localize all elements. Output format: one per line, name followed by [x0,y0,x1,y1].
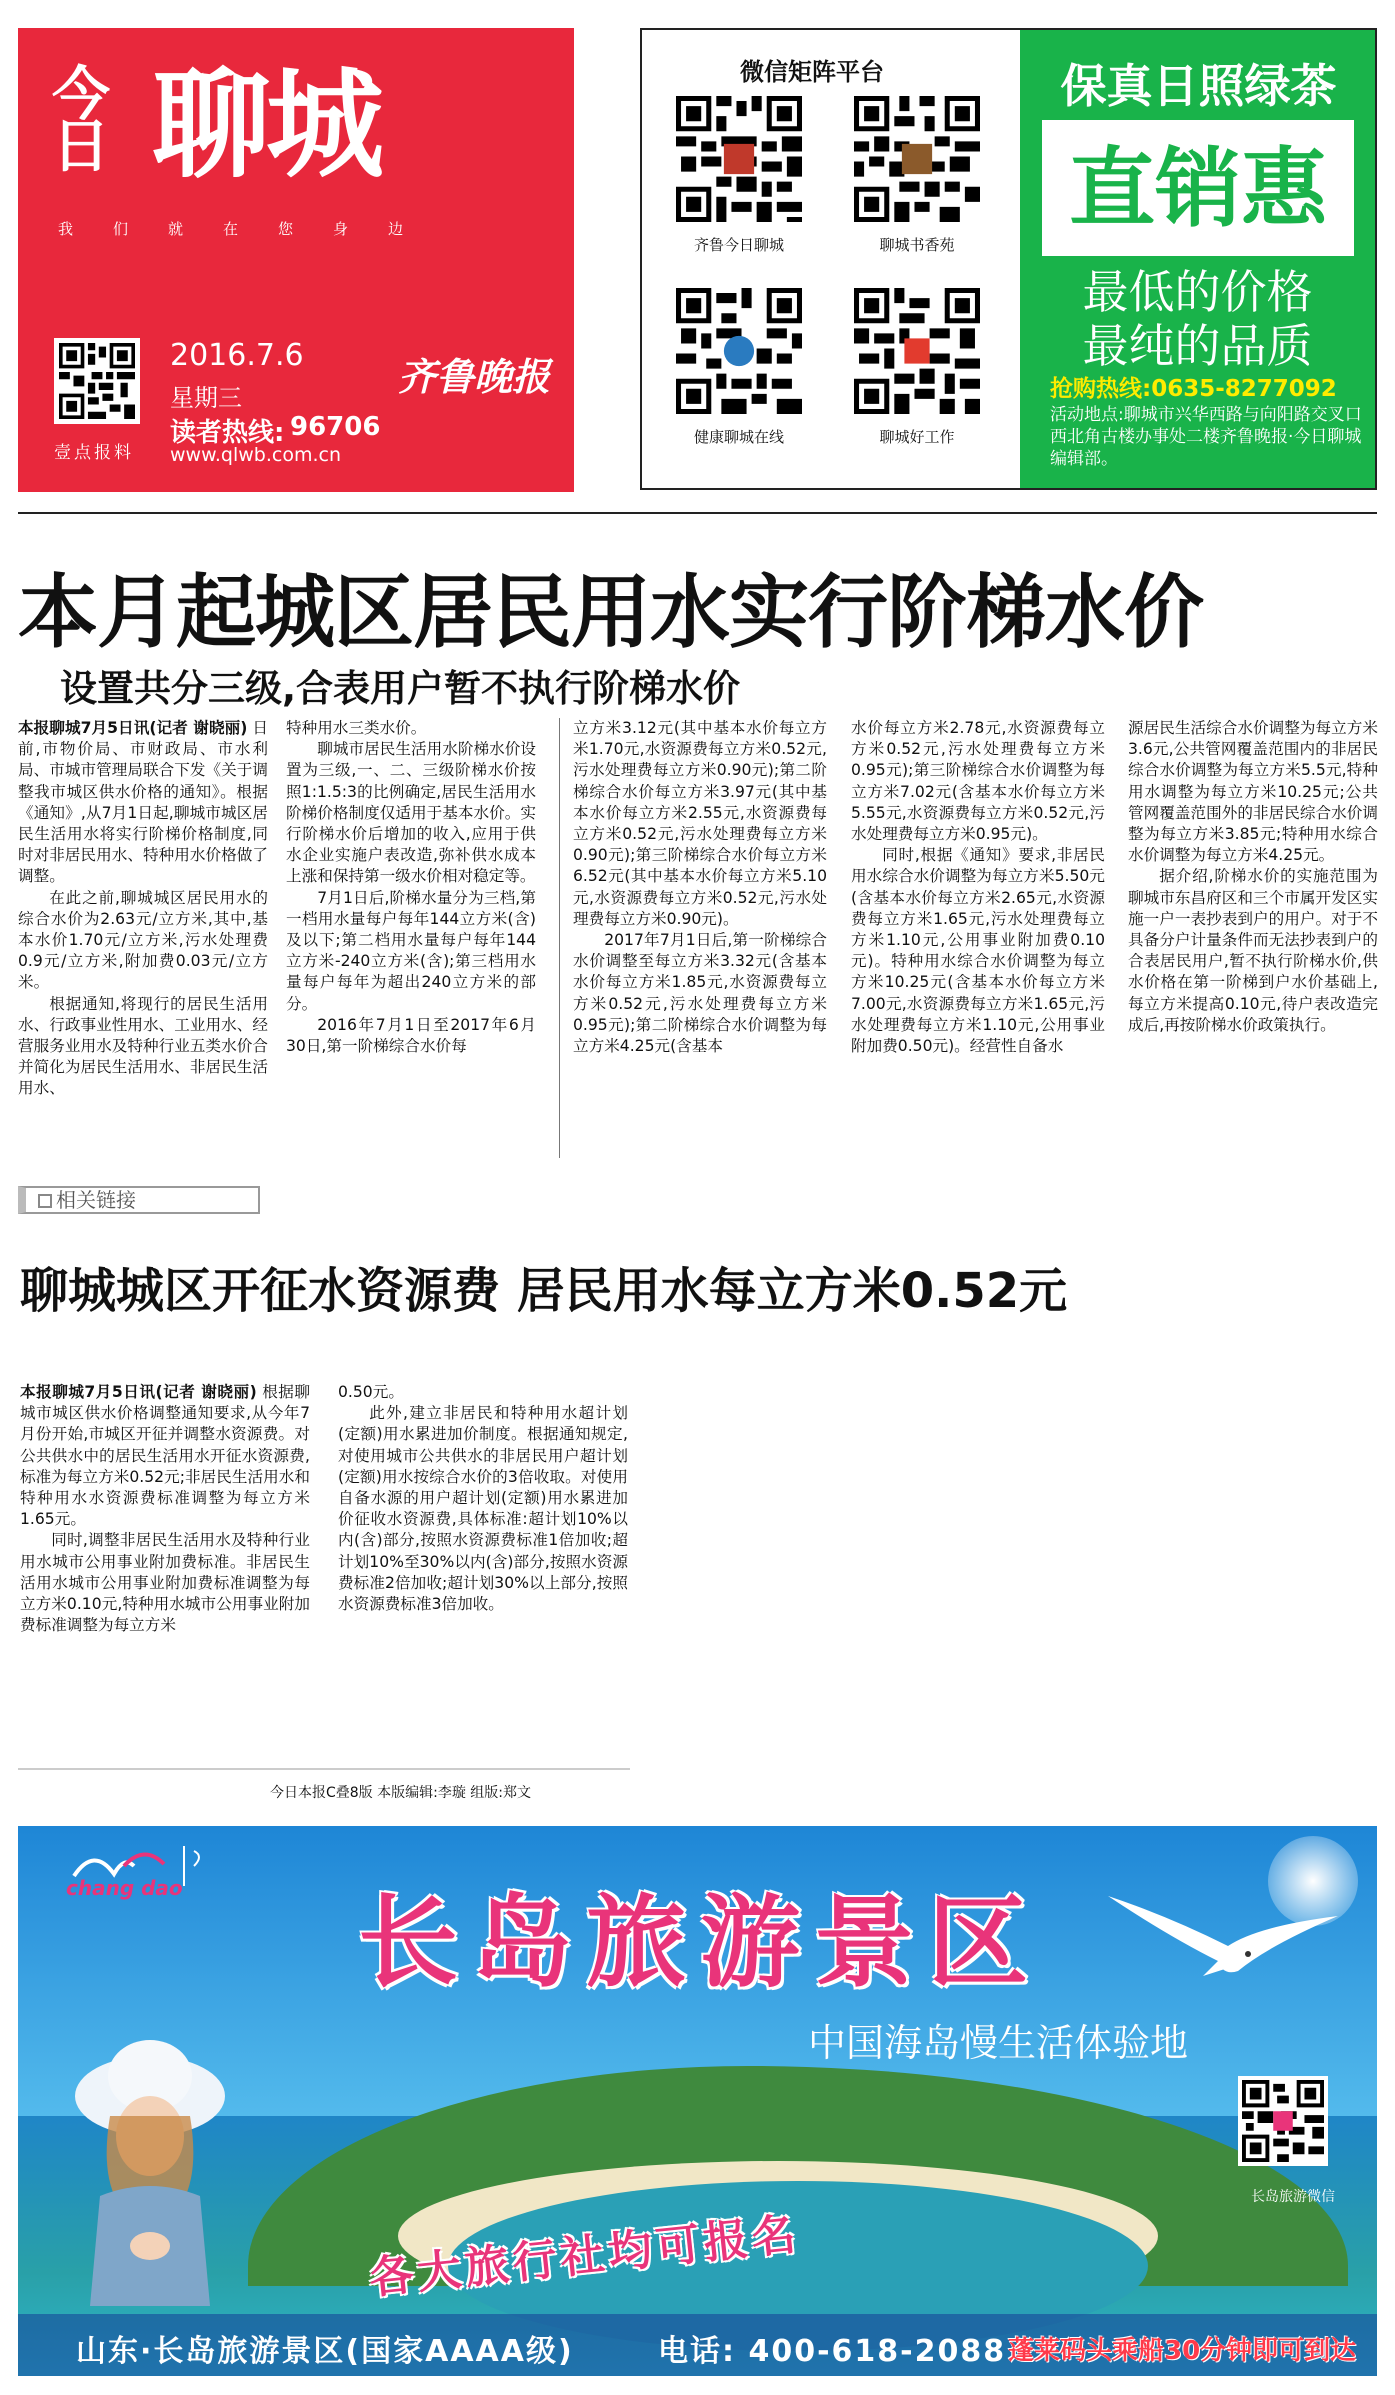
masthead-qr-code [54,338,140,424]
editor-credits: 今日本报C叠8版 本版编辑:李璇 组版:郑文 [270,1785,532,1801]
girl-with-hat-icon [70,2036,230,2306]
wechat-account-label: 聊城书香苑 [879,236,955,254]
website-link[interactable]: www.qlwb.com.cn [170,444,341,466]
seagull-icon [1108,1876,1338,2016]
paragraph: 0.50元。 [338,1383,404,1401]
masthead-slogan: 我们就在您身边 [58,220,444,238]
paragraph: 本报聊城7月5日讯(记者 谢晓丽) 根据聊城市城区供水价格调整通知要求,从今年7月份开始,市城区开征并调整水资源费。对公共供水中的居民生活用水开征水资源费,标准为每立方米0.52元;非居民生活用水和特种用水水资源费标准调整为每立方米1.65元。 [20,1383,310,1529]
qr-code-icon [676,288,802,414]
qr-code-icon [676,96,802,222]
changdao-phone: 电话: 400-618-2088 [658,2334,1007,2369]
dateline: 本报聊城7月5日讯(记者 谢晓丽) [20,1383,257,1401]
document-icon [38,1194,52,1208]
tea-ad-direct-sale: 直销惠 [1069,139,1327,239]
paragraph: 据介绍,阶梯水价的实施范围为聊城市东昌府区和三个市属开发区实施一户一表抄表到户的用户。对于不具备分户计量条件而无法抄表到户的合表居民用户,暂不执行阶梯水价,供水价格在第一阶梯到户水价基础上,每立方米提高0.10元,待户表改造完成后,再按阶梯水价政策执行。 [1128,867,1378,1034]
footer-divider [18,1768,630,1770]
dateline: 本报聊城7月5日讯(记者 谢晓丽) [18,719,248,737]
wechat-title: 微信矩阵平台 [740,58,884,86]
changdao-title: 长岛旅游景区 [358,1883,1042,2001]
tea-ad-address: 活动地点:聊城市兴华西路与向阳路交叉口西北角古楼办事处二楼齐鲁晚报·今日聊城编辑部。 [1050,405,1362,469]
hotline-number: 96706 [290,412,381,442]
paragraph: 同时,根据《通知》要求,非居民用水综合水价调整为每立方米5.50元(含基本水价每立方米2.65元,水资源费每立方米1.65元,污水处理费每立方米1.10元,公用事业附加费0.10元)。特种用水综合水价调整为每立方米10.25元(含基本水价每立方米7.00元,水资源费每立方米1.65元,污水处理费每立方米1.10元,公用事业附加费0.50元)。经营性自备水 [851,846,1105,1056]
related-links-tag[interactable] [18,1186,260,1214]
paragraph: 本报聊城7月5日讯(记者 谢晓丽) 日前,市物价局、市财政局、市水利局、市城市管理局联合下发《关于调整我市城区供水价格的通知》。根据《通知》,从7月1日起,聊城市城区居民生活用水将实行阶梯价格制度,同时对非居民用水、特种用水价格做了调整。 [18,719,268,886]
paragraph: 聊城市居民生活用水阶梯水价设置为三级,一、二、三级阶梯水价按照1:1.5:3的比例确定,居民生活用水阶梯价格制度仅适用于基本水价。实行阶梯水价后增加的收入,应用于供水企业实施户表改造,弥补供水成本上涨和保持第一级水价相对稳定等。 [286,740,536,886]
brand-qlwb: 齐鲁晚报 [398,354,551,399]
wechat-account-2[interactable] [842,96,992,255]
paragraph: 2017年7月1日后,第一阶梯综合水价调整至每立方米3.32元(含基本水价每立方米1.85元,水资源费每立方米0.52元,污水处理费每立方米0.95元);第二阶梯综合水价调整为每立方米4.25元(含基本 [573,931,827,1056]
masthead-qr-label: 壹点报料 [54,443,134,463]
tea-ad-hotline: 抢购热线:0635-8277092 [1050,376,1337,402]
changdao-qr-code[interactable] [1238,2076,1328,2166]
article-column-4 [851,718,1105,1057]
changdao-footer-text: 山东·长岛旅游景区(国家AAAA级) [76,2334,574,2369]
paragraph: 根据通知,将现行的居民生活用水、行政事业性用水、工业用水、经营服务业用水及特种行业五类水价合并简化为居民生活用水、非居民生活用水、 [18,994,268,1098]
related-column-2 [338,1382,628,1615]
changdao-ferry-info: 蓬莱码头乘船30分钟即可到达 [1008,2336,1357,2366]
tea-ad-highlight-box [1042,120,1354,256]
article-column-3 [573,718,827,1057]
masthead [18,28,574,492]
wechat-account-3[interactable] [664,288,814,447]
wechat-panel [640,28,1020,490]
issue-weekday: 星期三 [170,384,242,412]
paragraph: 在此之前,聊城城区居民用水的综合水价为2.63元/立方米,其中,基本水价1.70元/立方米,污水处理费0.9元/立方米,附加费0.03元/立方米。 [18,888,268,992]
changdao-qr-label: 长岛旅游微信 [1251,2189,1335,2205]
changdao-agencies: 各大旅行社均可报名 [366,2208,802,2305]
subheadline: 设置共分三级,合表用户暂不执行阶梯水价 [60,667,741,710]
paragraph: 源居民生活综合水价调整为每立方米3.6元,公共管网覆盖范围内的非居民综合水价调整为每立方米5.5元,特种用水调整为每立方米10.25元;公共管网覆盖范围外的非居民综合水价调整为每立方米3.85元;特种用水综合水价调整为每立方米4.25元。 [1128,719,1378,865]
article-column-1 [18,718,268,1100]
paragraph: 同时,调整非居民生活用水及特种行业用水城市公用事业附加费标准。非居民生活用水城市公用事业附加费标准调整为每立方米0.10元,特种用水城市公用事业附加费标准调整为每立方米 [20,1531,310,1635]
paragraph: 水价每立方米2.78元,水资源费每立方米0.52元,污水处理费每立方米0.95元);第三阶梯综合水价调整为每立方米7.02元(含基本水价每立方米5.55元,水资源费每立方米0.52元,污水处理费每立方米0.95元)。 [851,719,1105,844]
logo-jin: 今日 [52,60,111,180]
wechat-account-label: 健康聊城在线 [693,428,784,446]
logo-liaocheng: 聊城 [152,56,381,194]
wechat-account-4[interactable] [842,288,992,447]
paragraph: 2016年7月1日至2017年6月30日,第一阶梯综合水价每 [286,1015,536,1056]
wechat-account-label: 聊城好工作 [879,428,955,446]
wechat-account-label: 齐鲁今日聊城 [693,236,784,254]
article-column-5 [1128,718,1378,1036]
column-divider [559,718,560,1158]
paragraph: 7月1日后,阶梯水量分为三档,第一档用水量每户每年144立方米(含)及以下;第二档用水量每户每年144立方米-240立方米(含);第三档用水量每户每年为超出240立方米的部分。 [286,888,536,1013]
divider [18,512,1377,514]
changdao-advertisement[interactable] [18,1826,1377,2376]
article-column-2 [286,718,536,1057]
paragraph: 立方米3.12元(其中基本水价每立方米1.70元,水资源费每立方米0.52元,污水处理费每立方米0.90元);第二阶梯综合水价每立方米3.97元(其中基本水价每立方米2.55元,水资源费每立方米0.52元,污水处理费每立方米0.90元);第三阶梯综合水价每立方米6.52元(其中基本水价每立方米5.10元,水资源费每立方米0.52元,污水处理费每立方米0.90元)。 [573,719,827,928]
issue-date: 2016.7.6 [170,338,304,373]
tea-advertisement[interactable] [1020,28,1377,490]
changdao-slogan: 中国海岛慢生活体验地 [808,2021,1189,2065]
paragraph: 此外,建立非居民和特种用水超计划(定额)用水累进加价制度。根据通知规定,对使用城市公共供水的非居民用户超计划(定额)用水按综合水价的3倍收取。对使用自备水源的用户超计划(定额)用水累进加价征收水资源费,具体标准:超计划10%以内(含)部分,按照水资源费标准1倍加收;超计划10%至30%以内(含)部分,按照水资源费标准2倍加收;超计划30%以上部分,按照水资源费标准3倍加收。 [338,1404,628,1614]
qr-code-icon [854,96,980,222]
changdao-logo-text: chang dao [66,1876,183,1900]
related-column-1 [20,1382,310,1636]
tea-ad-price-line: 最低的价格 [1082,265,1313,319]
related-article-title: 聊城城区开征水资源费 居民用水每立方米0.52元 [20,1263,1068,1319]
hotline-label: 读者热线: [170,418,285,448]
related-links-label: 相关链接 [56,1188,136,1212]
tea-ad-quality-line: 最纯的品质 [1082,319,1313,373]
qr-code-icon [854,288,980,414]
paragraph: 特种用水三类水价。 [286,719,427,737]
tea-ad-title: 保真日照绿茶 [1060,59,1337,113]
headline: 本月起城区居民用水实行阶梯水价 [18,566,1203,659]
wechat-account-1[interactable] [664,96,814,255]
